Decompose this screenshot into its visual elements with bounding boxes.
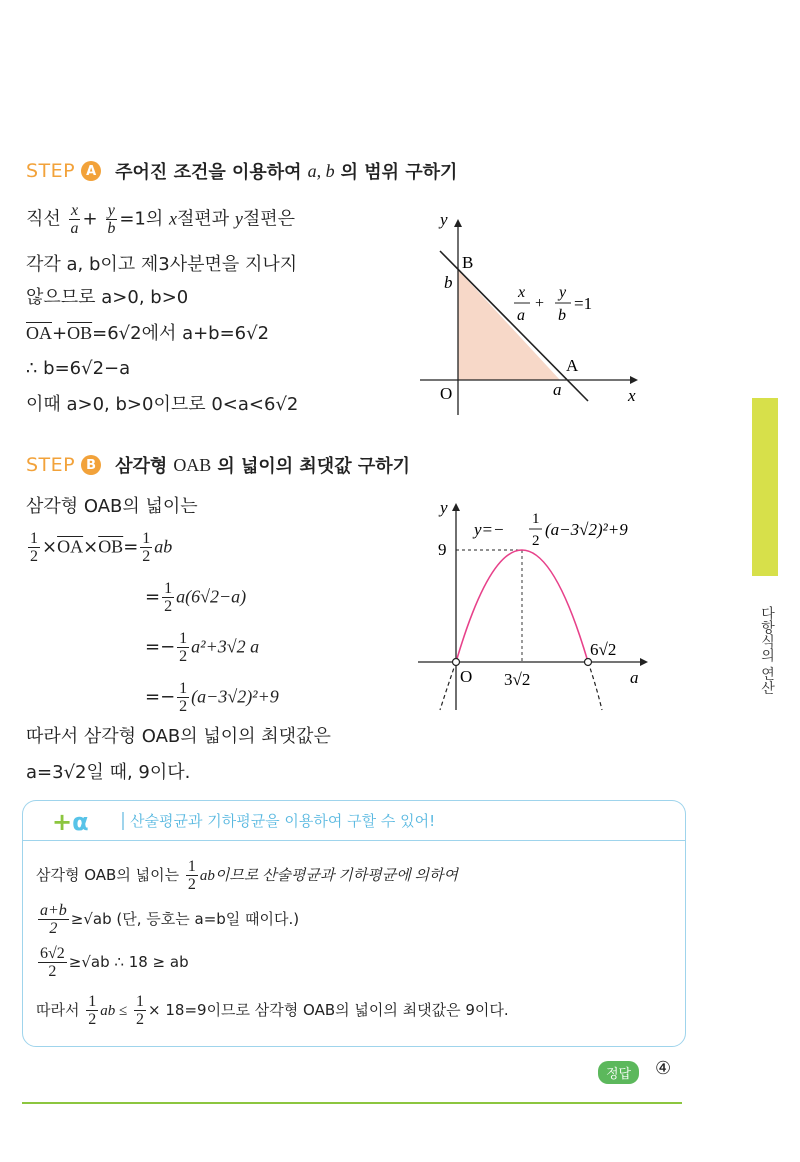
eq-suffix: (a−3√2)²+9 — [545, 520, 628, 539]
origin-label: O — [440, 384, 453, 403]
triangle-graph — [410, 205, 650, 420]
y-axis-arrow-icon — [452, 503, 460, 511]
eq-rhs: =1 — [574, 294, 593, 313]
eq-prefix: y=− — [474, 520, 505, 539]
step-b-badge: B — [81, 455, 101, 475]
step-a-line-5: ∴ b=6√2−a — [26, 358, 131, 379]
tip-line-3 — [36, 945, 189, 980]
step-b-word: STEP — [26, 454, 76, 476]
step-a-line-3: 않으므로 a>0, b>0 — [26, 287, 189, 308]
den: 2 — [30, 548, 38, 565]
segment-oa: $\overline{OA}$ — [57, 536, 84, 557]
text: 삼각형 OAB의 넓이는 — [36, 866, 180, 884]
answer-value: ④ — [655, 1058, 672, 1079]
text: y — [234, 208, 243, 229]
text: x — [169, 208, 177, 229]
frac-y-b: $\frac{y}{b}$ — [107, 202, 116, 237]
a-intercept-label: a — [553, 380, 562, 399]
step-b-line-2: $\frac{1}{2}$ $\times\overline{OA}\times\overline{OB}=$ $\frac{1}{2}$ ab — [30, 530, 173, 565]
point-b-label: B — [462, 253, 474, 272]
x-axis-label: x — [628, 386, 636, 405]
y-axis-label: y — [440, 210, 448, 229]
step-a-title-vars: a, b — [307, 160, 335, 181]
step-a-header — [26, 158, 457, 184]
text: ≥√ab (단, 등호는 a=b일 때이다.) — [70, 910, 300, 928]
alpha-icon: α — [72, 808, 89, 836]
step-b-title-obj: OAB — [173, 454, 212, 475]
x-axis-arrow-icon — [640, 658, 648, 666]
eq-y: y — [559, 284, 567, 301]
step-b-title-pre: 삼각형 — [115, 456, 168, 477]
step-b-line-5: =− $\frac{1}{2}$ (a−3√2)²+9 — [145, 680, 279, 715]
frac-half: $\frac{1}{2}$ — [187, 858, 196, 893]
eq-x: x — [518, 284, 526, 301]
x-axis-arrow-icon — [630, 376, 638, 384]
frac-6root2: $\frac{6√2}{2}$ — [40, 945, 65, 980]
b-intercept-label: b — [444, 273, 453, 292]
frac-half — [28, 530, 40, 565]
open-point-origin — [453, 659, 460, 666]
frac-half: $\frac{1}{2}$ — [179, 630, 188, 665]
text: a(6√2−a) — [176, 586, 247, 607]
parabola-right-dashed — [588, 662, 602, 710]
point-a-label: A — [566, 356, 579, 375]
step-a-title-pre: 주어진 조건을 이용하여 — [115, 162, 302, 183]
max-value-label: 9 — [438, 540, 447, 559]
text: 따라서 — [36, 1001, 80, 1019]
text: =6√2에서 a+b=6√2 — [92, 323, 270, 344]
chapter-label: 다항식의 연산 — [759, 606, 775, 695]
frac-half: $\frac{1}{2}$ — [179, 680, 188, 715]
y-axis-label: y — [440, 498, 448, 517]
segment-oa: $\overline{OA}$ — [26, 323, 52, 343]
text: ab ≤ — [100, 1003, 128, 1019]
step-a-badge: A — [81, 161, 101, 181]
bottom-divider — [22, 1102, 682, 1104]
frac-half: $\frac{1}{2}$ — [136, 993, 145, 1028]
chapter-side-tab — [752, 398, 778, 576]
parabola-left-dashed — [440, 662, 456, 710]
root-label: 6√2 — [590, 640, 617, 659]
tip-box-title: 산술평균과 기하평균을 이용하여 구할 수 있어! — [130, 812, 436, 830]
plus-icon: + — [52, 808, 73, 836]
step-b-line-4: =− $\frac{1}{2}$ a²+3√2 a — [145, 630, 260, 665]
step-b-header — [26, 452, 410, 478]
step-a-line-1: 직선 $\frac{x}{a}$ + $\frac{y}{b}$ =1의 x절편과 y절편은 — [26, 202, 296, 237]
tip-line-2 — [36, 902, 299, 937]
step-a-line-2: 각각 a, b이고 제3사분면을 지나지 — [26, 254, 298, 275]
text: (a−3√2)²+9 — [191, 686, 279, 707]
segment-ob: $\overline{OB}$ — [98, 536, 124, 557]
num: a+b — [40, 902, 67, 919]
text: ≥√ab ∴ 18 ≥ ab — [68, 953, 189, 971]
eq-plus: + — [535, 295, 545, 312]
frac-half: $\frac{1}{2}$ — [142, 530, 151, 565]
parabola-graph — [410, 495, 680, 715]
segment-ob: $\overline{OB}$ — [67, 323, 93, 343]
triangle-area — [458, 270, 560, 380]
x-axis-label: a — [630, 668, 639, 687]
step-a-word: STEP — [26, 160, 76, 182]
frac-x-a: $\frac{x}{a}$ — [70, 202, 79, 237]
text: a²+3√2 a — [191, 636, 260, 657]
text: 절편과 — [177, 208, 230, 230]
open-point-root — [585, 659, 592, 666]
vertex-x-label: 3√2 — [504, 670, 531, 689]
text: × 18=9이므로 삼각형 OAB의 넓이의 최댓값은 9이다. — [148, 1001, 509, 1019]
text: ab — [154, 536, 173, 557]
eq-frac-num: 1 — [532, 511, 540, 527]
chapter-number: 70 — [726, 520, 754, 554]
eq-b: b — [558, 307, 566, 324]
step-b-line-7: a=3√2일 때, 9이다. — [26, 762, 191, 783]
y-axis-arrow-icon — [454, 219, 462, 227]
step-a-line-4: $\overline{OA}+\overline{OB}=6√2$에서 a+b=6√2 — [26, 323, 270, 344]
answer-badge: 정답 — [598, 1061, 639, 1084]
text: 직선 — [26, 208, 61, 230]
frac-half: $\frac{1}{2}$ — [88, 993, 97, 1028]
frac-amgm: $\frac{a+b}{2}$ — [40, 902, 67, 937]
eq-frac-den: 2 — [532, 533, 540, 549]
num: 1 — [30, 530, 38, 547]
plus-alpha-icon — [52, 808, 89, 836]
step-b-line-1: 삼각형 OAB의 넓이는 — [26, 496, 198, 517]
frac-half: $\frac{1}{2}$ — [164, 580, 173, 615]
tip-divider — [122, 812, 124, 830]
step-a-title-post: 의 범위 구하기 — [340, 162, 458, 183]
tip-line-4 — [36, 993, 509, 1028]
eq-a: a — [517, 307, 525, 324]
origin-label: O — [460, 667, 473, 686]
text: =1의 — [119, 208, 164, 230]
text: ab이므로 산술평균과 기하평균에 의하여 — [199, 868, 458, 884]
text: 절편은 — [242, 208, 296, 230]
tip-line-1 — [36, 858, 458, 893]
step-b-line-6: 따라서 삼각형 OAB의 넓이의 최댓값은 — [26, 726, 331, 747]
num: 6√2 — [40, 945, 65, 962]
step-b-title-post: 의 넓이의 최댓값 구하기 — [217, 456, 411, 477]
step-a-line-6: 이때 a>0, b>0이므로 0<a<6√2 — [26, 394, 299, 415]
step-b-line-3: = $\frac{1}{2}$ a(6√2−a) — [145, 580, 247, 615]
